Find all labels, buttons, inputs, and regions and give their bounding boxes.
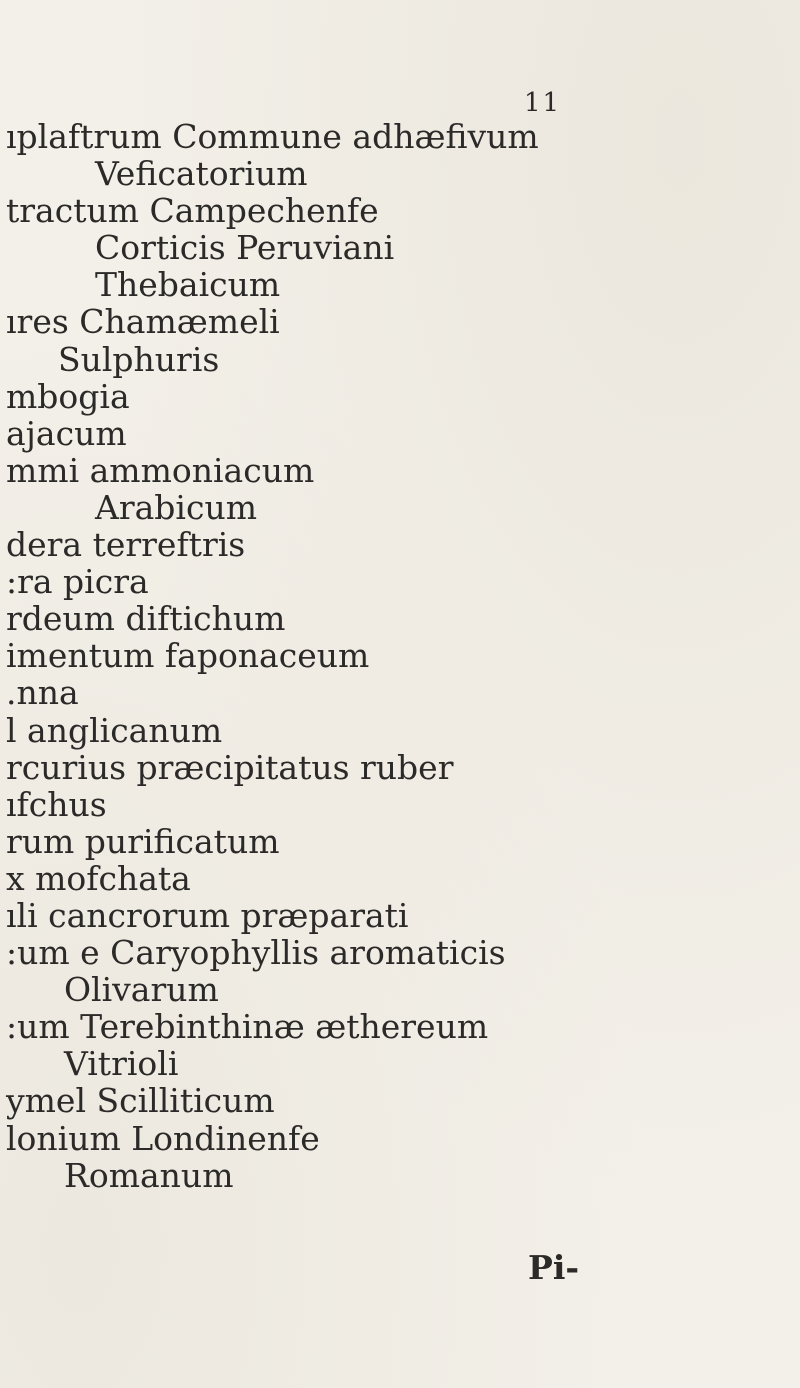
entry-line: Olivarum	[64, 970, 219, 1010]
entry-line: mmi ammoniacum	[6, 450, 315, 490]
entry-line: ajacum	[6, 413, 127, 453]
entry-line: rcurius præcipitatus ruber	[6, 747, 454, 787]
entry-line: rum purificatum	[6, 821, 280, 861]
entry-line: x mofchata	[6, 858, 191, 898]
entry-line: ıres Chamæmeli	[6, 302, 280, 342]
entry-line: Thebaicum	[95, 265, 281, 305]
entry-line: ıplaftrum Commune adhæfivum	[6, 117, 539, 156]
entry-line: ıli cancrorum præparati	[6, 895, 409, 935]
entry-list	[0, 118, 800, 1194]
entry-line: :um e Caryophyllis aromaticis	[6, 933, 506, 973]
entry-line: l anglicanum	[6, 710, 223, 750]
entry-line: dera terreftris	[6, 525, 246, 565]
entry-line: Arabicum	[95, 487, 257, 527]
entry-line: :um Terebinthinæ æthereum	[6, 1007, 489, 1047]
entry-line: tractum Campechenfe	[6, 191, 379, 231]
page-number: 11	[524, 88, 562, 118]
entry-line: Veficatorium	[95, 154, 308, 194]
entry-line: lonium Londinenfe	[6, 1118, 320, 1158]
entry-line: .nna	[6, 673, 79, 713]
entry-line: mbogia	[6, 376, 130, 416]
entry-line: Sulphuris	[58, 339, 220, 379]
entry-line: ymel Scilliticum	[6, 1081, 275, 1121]
entry-line: Vitrioli	[64, 1044, 179, 1084]
catchword: Pi-	[528, 1248, 580, 1287]
entry-line: Romanum	[64, 1155, 234, 1195]
entry-line: imentum faponaceum	[6, 636, 370, 676]
entry-line: :ra picra	[6, 562, 149, 602]
entry-line: Corticis Peruviani	[95, 228, 395, 268]
entry-line: rdeum diftichum	[6, 599, 286, 639]
entry-line: ıfchus	[6, 784, 107, 824]
